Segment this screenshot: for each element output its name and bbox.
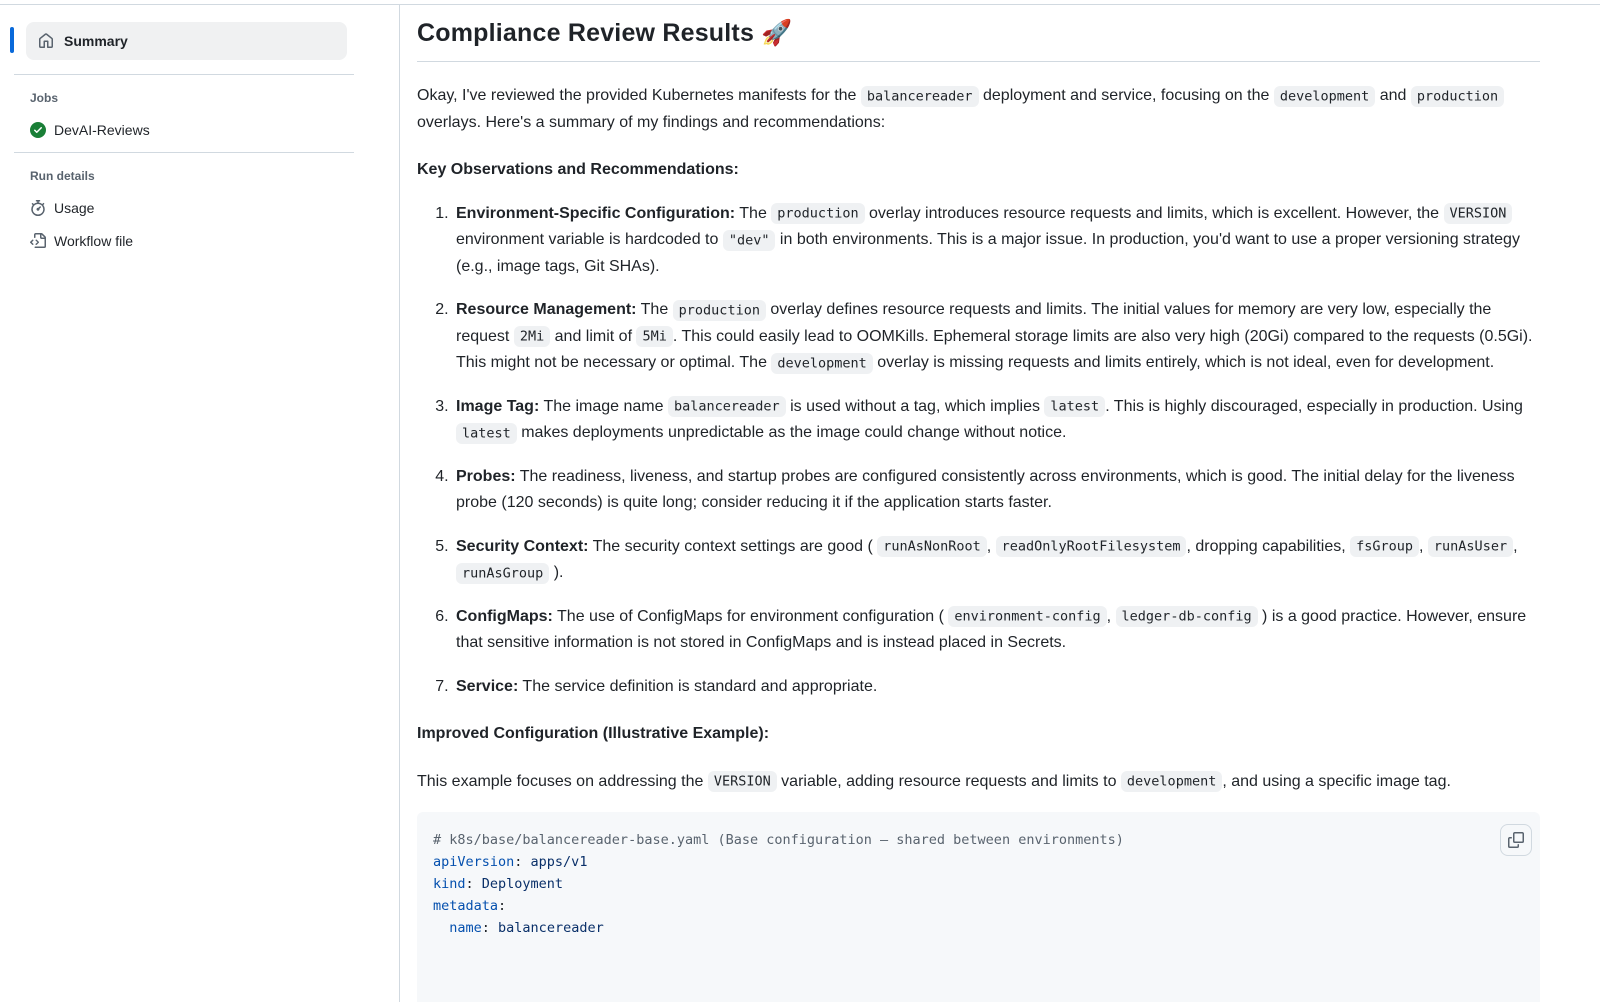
sidebar-item-job-devai-reviews[interactable] [30,122,399,138]
observation-lead: Service: [456,677,519,695]
observation-item [453,464,1540,517]
inline-code: VERSION [1444,203,1513,224]
observations-heading: Key Observations and Recommendations: [417,161,739,178]
inline-code: production [1411,86,1504,107]
observation-lead: Probes: [456,467,516,485]
inline-code: fsGroup [1350,536,1419,557]
observation-body: The use of ConfigMaps for environment configuration ( environment-config , ledger-db-config ) is a good practice. However, ensure that sensitive information is not stored in ConfigMaps and is instead placed in Secrets. [456,607,1527,651]
inline-code: VERSION [708,771,777,792]
active-indicator [10,27,14,53]
inline-code: 5Mi [636,326,672,347]
jobs-section-label: Jobs [30,91,59,105]
inline-code: production [673,300,766,321]
inline-code: development [771,353,872,374]
inline-code: runAsUser [1428,536,1513,557]
jobs-section [0,75,399,138]
inline-code: development [1274,86,1375,107]
sidebar-item-usage[interactable] [30,200,399,216]
inline-code: "dev" [723,230,776,251]
inline-code: latest [456,423,517,444]
summary-content [400,5,1600,1002]
code-content [433,829,1524,939]
observation-item [453,534,1540,587]
run-details-section [0,153,399,249]
job-name: DevAI-Reviews [54,122,150,138]
observation-lead: Image Tag: [456,397,540,415]
stopwatch-icon [30,200,46,216]
check-circle-icon [30,122,46,138]
run-details-section-label: Run details [30,169,95,183]
example-heading: Improved Configuration (Illustrative Example): [417,725,770,742]
inline-code: runAsNonRoot [877,536,987,557]
workflow-file-label: Workflow file [54,233,134,249]
inline-code: development [1121,771,1222,792]
observation-lead: Security Context: [456,537,589,555]
yaml-code-block [417,812,1540,1002]
observation-lead: Environment-Specific Configuration: [456,204,736,222]
observation-body: The service definition is standard and appropriate. [518,677,878,695]
observation-body: The image name balancereader is used without a tag, which implies latest . This is highly discouraged, especially in production. Using latest makes deployments unpredictable as the image could change without notice. [456,398,1523,442]
inline-code: production [771,203,864,224]
page-title: Compliance Review Results 🚀 [417,19,1540,62]
code-line: kind: Deployment [433,876,564,892]
inline-code: 2Mi [514,326,550,347]
observation-item [453,604,1540,657]
code-line: apiVersion: apps/v1 [433,854,588,870]
actions-run-page [0,5,1600,1002]
file-code-icon [30,233,46,249]
observation-body: The production overlay introduces resource requests and limits, which is excellent. However, the VERSION environment variable is hardcoded to "dev" in both environments. This is a major issue. In production, you'd want to use a proper versioning strategy (e.g., image tags, Git SHAs). [456,204,1520,275]
inline-code: latest [1044,396,1105,417]
observation-lead: ConfigMaps: [456,607,553,625]
inline-code: balancereader [861,86,979,107]
observation-item [453,394,1540,447]
observations-list [417,201,1540,701]
observation-body: The security context settings are good ( runAsNonRoot , readOnlyRootFilesystem , dropping capabilities, fsGroup , runAsUser , runAsGroup ). [456,538,1518,582]
sidebar-item-label: Summary [64,33,128,49]
inline-code: runAsGroup [456,563,549,584]
code-line: # k8s/base/balancereader-base.yaml (Base configuration — shared between environments) [433,832,1124,848]
observation-item [453,297,1540,377]
intro-paragraph: Okay, I've reviewed the provided Kubernetes manifests for the balancereader deployment and service, focusing on the development and production overlays. Here's a summary of my findings and recommendations: [417,83,1540,136]
observation-body: The production overlay defines resource requests and limits. The initial values for memory are very low, especially the request 2Mi and limit of 5Mi . This could easily lead to OOMKills. Ephemeral storage limits are also very high (20Gi) compared to the requests (0.5Gi). This might not be necessary or optimal. The development overlay is missing requests and limits entirely, which is not ideal, even for development. [456,301,1532,371]
code-line: metadata: [433,898,507,914]
inline-code: balancereader [668,396,786,417]
sidebar-item-summary[interactable] [26,22,347,60]
copy-icon [1508,832,1524,848]
run-sidebar [0,5,400,1002]
copy-button[interactable] [1500,824,1532,856]
example-intro-paragraph: This example focuses on addressing the VERSION variable, adding resource requests and limits to development , and using a specific image tag. [417,769,1540,796]
usage-label: Usage [54,200,95,216]
observation-lead: Resource Management: [456,301,637,318]
observation-item [453,674,1540,701]
observation-item [453,201,1540,281]
inline-code: ledger-db-config [1116,606,1258,627]
inline-code: environment-config [948,606,1106,627]
code-line: name: balancereader [449,920,604,936]
inline-code: readOnlyRootFilesystem [996,536,1187,557]
sidebar-item-workflow-file[interactable] [30,233,399,249]
observation-body: The readiness, liveness, and startup probes are configured consistently across environments, which is good. The initial delay for the liveness probe (120 seconds) is quite long; consider reducing it if the application starts faster. [456,467,1515,511]
home-icon [38,33,54,49]
